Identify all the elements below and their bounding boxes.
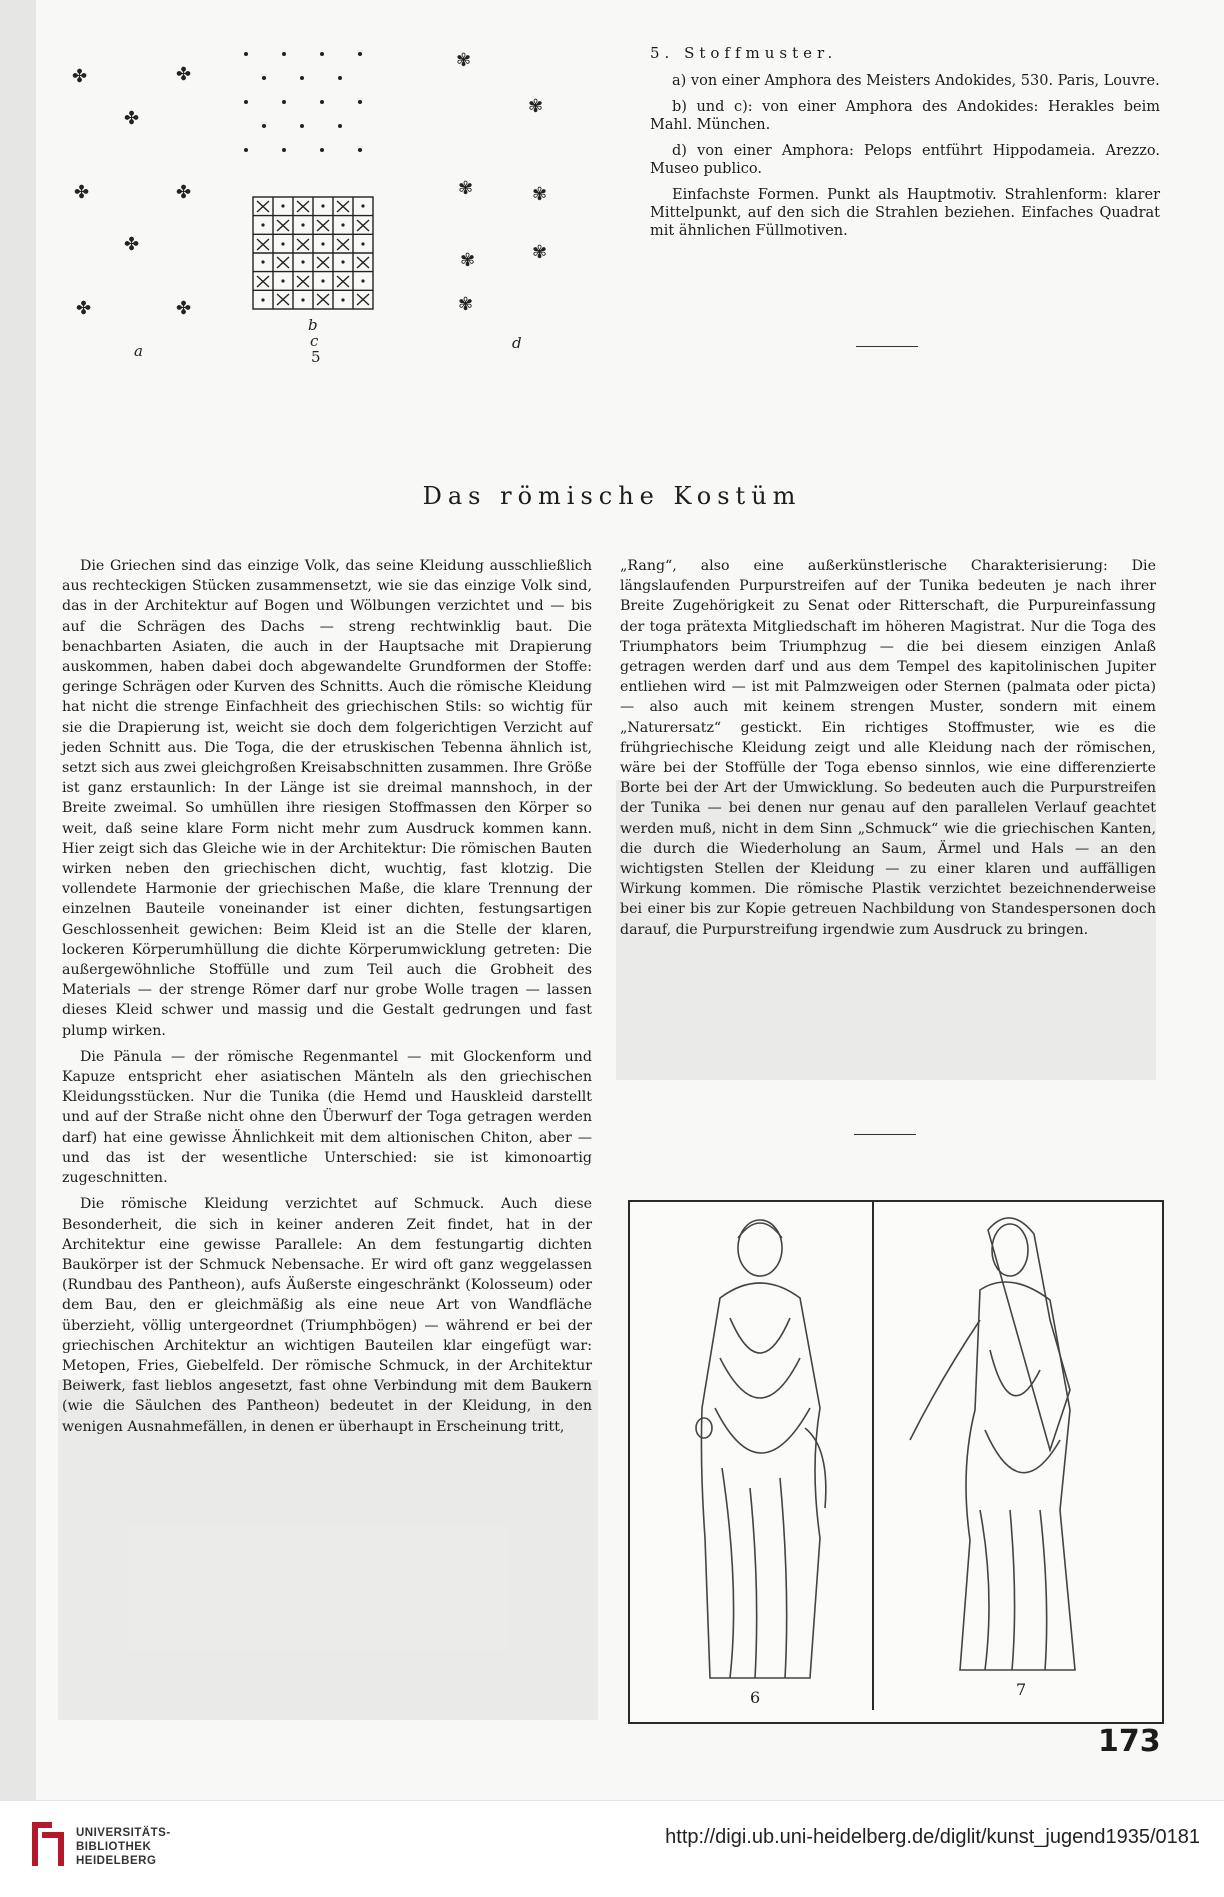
page-number: 173 xyxy=(1098,1724,1161,1759)
stoffmuster-heading: 5. Stoffmuster. xyxy=(650,44,838,62)
paragraph: „Rang“, also eine außerkünstlerische Charakterisierung: Die längslaufenden Purpurstreifen auf der Tunika bedeuten je nach ihrer Breite Zugehörigkeit zu Senat oder Ritterschaft, die Purpureinfassung der toga prätexta Mitgliedschaft im höheren Magistrat. Nur die Toga des Triumphators beim Triumphzug — die bei diesem einzigen Anlaß getragen werden darf und aus dem Tempel des kapitolinischen Jupiter entliehen wird — ist mit Palmzweigen oder Sternen (palmata oder picta) — also auch mit keinem strengen Muster, sondern mit einem „Naturersatz“ gestickt. Ein richtiges Stoffmuster, wie es die frühgriechische Kleidung zeigt und alle Kleidung nach der römischen, wäre bei der Stoffülle der Toga ebenso sinnlos, wie eine differenzierte Borte bei der Art der Umwicklung. So bedeuten auch die Purpurstreifen der Tunika — bei denen nur genau auf den parallelen Verlauf geachtet werden muß, nicht in dem Sinn „Schmuck“ wie die griechischen Kanten, die durch die Wiederholung an Saum, Ärmel und Hals — an den wichtigsten Stellen der Kleidung — zu einer klaren und auffälligen Wirkung kommen. Die römische Plastik verzichtet bezeichnenderweise bei einer bis zur Kopie getreuen Nachbildung von Standespersonen doch darauf, die Purpurstreifung irgendwie zum Ausdruck zu bringen. xyxy=(620,558,1156,938)
checkered-square-pattern xyxy=(252,196,374,310)
label-d: d xyxy=(512,334,522,352)
stoffmuster-item: b) und c): von einer Amphora des Andokides: Herakles beim Mahl. München. xyxy=(650,99,1160,133)
stoffmuster-item: d) von einer Amphora: Pelops entführt Hippodameia. Arezzo. Museo publico. xyxy=(650,143,1160,177)
paragraph: Die Pänula — der römische Regenmantel — mit Glockenform und Kapuze entspricht eher asiatischen Mänteln als den griechischen Kleidungsstücken. Nur die Tunika (die Hemd und Hauskleid darstellt und auf der Straße nicht ohne den Überwurf der Toga getragen werden darf) hat eine gewisse Ähnlichkeit mit dem altionischen Chiton, aber — und das ist der wesentliche Unterschied: sie ist kimonoartig zugeschnitten. xyxy=(62,1048,592,1187)
flower-ornament-icon: ✾ xyxy=(458,178,474,199)
article-left-column xyxy=(62,556,592,1443)
cross-ornament-icon: ✤ xyxy=(74,182,90,203)
paragraph: Die Griechen sind das einzige Volk, das seine Kleidung ausschließlich aus rechteckigen Stücken zusammensetzt, wie sie das einzige Volk sind, das in der Architektur auf Bogen und Wölbungen verzichtet und — bis auf die Schrägen des Dachs — streng rechtwinklig baut. Die benachbarten Asiaten, die auch in der Hauptsache mit Drapierung auskommen, haben dabei doch abgewandelte Grundformen der Stoffe: geringe Schrägen oder Kurven des Schnitts. Auch die römische Kleidung hat nicht die strenge Einfachheit des griechischen Stils: so wichtig für sie die Drapierung ist, weicht sie doch dem folgerichtigen Verzicht auf jeden Schnitt aus. Die Toga, die der etruskischen Tebenna ähnlich ist, setzt sich aus zwei gleichgroßen Kreisabschnitten zusammen. Ihre Größe ist ganz erstaunlich: In der Länge ist sie dreimal mannshoch, in der Breite zweimal. So umhüllen ihre riesigen Stoffmassen den Körper so weit, daß seine klare Form nicht mehr zum Ausdruck kommen kann. Hier zeigt sich das Gleiche wie in der Architektur: Die römischen Bauten wirken neben den griechischen dicht, wuchtig, fast klotzig. Die vollendete Harmonie der griechischen Maße, die klare Trennung der einzelnen Bauteile voneinander ist einer dichten, festungsartigen Geschlossenheit gewichen: Beim Kleid ist an die Stelle der klaren, lockeren Körperumhüllung die dichte Körperumwicklung getreten: Die außergewöhnliche Stoffülle und zum Teil auch die Grobheit des Materials — der strenge Römer darf nur grobe Wolle tragen — lassen dieses Kleid schwer und massig und die Gestalt gedrungen und fast plump wirken. xyxy=(62,558,592,1039)
stoffmuster-item: Einfachste Formen. Punkt als Hauptmotiv. Strahlenform: klarer Mittelpunkt, auf den sich die Strahlen beziehen. Einfaches Quadrat mit ähnlichen Füllmotiven. xyxy=(650,187,1160,239)
university-library-logo-icon xyxy=(28,1818,68,1870)
label-c: c xyxy=(310,332,319,350)
article-title: Das römische Kostüm xyxy=(422,482,802,510)
label-a: a xyxy=(134,342,143,360)
flower-ornament-icon: ✾ xyxy=(532,184,548,205)
cross-ornament-icon: ✤ xyxy=(176,182,192,203)
figure-number-7: 7 xyxy=(1016,1680,1027,1699)
flower-ornament-icon: ✾ xyxy=(456,50,472,71)
stoffmuster-caption xyxy=(650,44,1160,248)
cross-ornament-icon: ✤ xyxy=(176,64,192,85)
section-divider xyxy=(854,1134,916,1135)
figure-divider xyxy=(872,1200,874,1710)
cross-ornament-icon: ✤ xyxy=(72,66,88,87)
statue-toga-figure xyxy=(660,1208,860,1698)
flower-ornament-icon: ✾ xyxy=(528,96,544,117)
cross-ornament-icon: ✤ xyxy=(124,108,140,129)
label-b: b xyxy=(308,316,318,334)
paragraph: Die römische Kleidung verzichtet auf Schmuck. Auch diese Besonderheit, die sich in keiner anderen Zeit findet, hat in der Architektur eine gewisse Parallele: An dem festungartig dichten Baukörper ist der Schmuck Nebensache. Er wird oft ganz weggelassen (Rundbau des Pantheon), aufs Äußerste eingeschränkt (Kolosseum) oder dem Bau, den er gleichmäßig als eine neue Art von Wandfläche überzieht, völlig untergeordnet (Triumphbögen) — während er bei der griechischen Architektur an wichtigen Bauteilen klar eingefügt war: Metopen, Fries, Giebelfeld. Der römische Schmuck, in der Architektur Beiwerk, fast lieblos angesetzt, fast ohne Verbindung mit dem Baukern (wie die Säulchen des Pantheon) bedeutet in der Kleidung, in den wenigen Ausnahmefällen, in denen er überhaupt in Erscheinung tritt, xyxy=(62,1196,592,1435)
flower-ornament-icon: ✾ xyxy=(532,242,548,263)
article-right-column xyxy=(620,556,1156,946)
flower-ornament-icon: ✾ xyxy=(458,294,474,315)
institution-line: BIBLIOTHEK xyxy=(76,1841,152,1853)
figure-number-6: 6 xyxy=(750,1688,761,1707)
stoffmuster-item: a) von einer Amphora des Meisters Andokides, 530. Paris, Louvre. xyxy=(672,73,1160,89)
institution-name xyxy=(76,1826,171,1868)
institution-line: HEIDELBERG xyxy=(76,1855,157,1867)
cross-ornament-icon: ✤ xyxy=(76,298,92,319)
scan-margin xyxy=(0,0,36,1800)
statue-female-figure xyxy=(900,1210,1130,1690)
section-divider xyxy=(856,346,918,347)
cross-ornament-icon: ✤ xyxy=(124,234,140,255)
flower-ornament-icon: ✾ xyxy=(460,250,476,271)
cross-ornament-icon: ✤ xyxy=(176,298,192,319)
label-five: 5 xyxy=(311,348,321,366)
institution-line: UNIVERSITÄTS- xyxy=(76,1827,171,1839)
source-url[interactable]: http://digi.ub.uni-heidelberg.de/diglit/kunst_jugend1935/0181 xyxy=(665,1826,1200,1848)
